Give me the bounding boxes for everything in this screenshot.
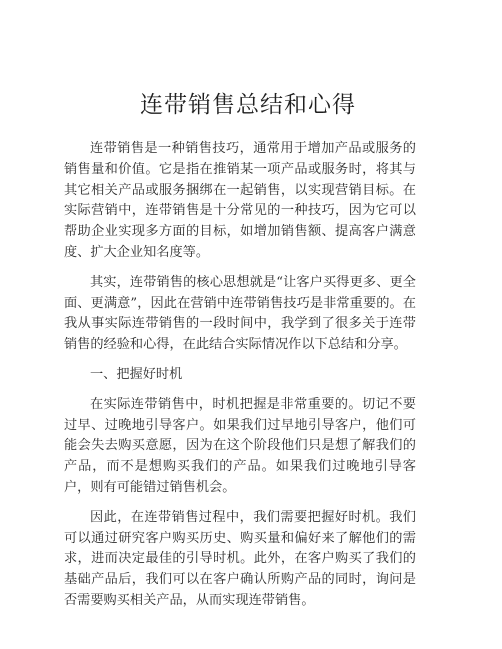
document-title: 连带销售总结和心得 <box>140 92 356 118</box>
section-paragraph-1: 在实际连带销售中，时机把握是非常重要的。切记不要过早、过晚地引导客户。如果我们过早地引导客户，他们可能会失去购买意愿，因为在这个阶段他们只是想了解我们的产品，而不是想购买我们的产品。如果我们过晚地引导客户，则有可能错过销售机会。 <box>64 396 416 495</box>
intro-paragraph-1: 连带销售是一种销售技巧，通常用于增加产品或服务的销售量和价值。它是指在推销某一项产品或服务时，将其与其它相关产品或服务捆绑在一起销售，以实现营销目标。在实际营销中，连带销售是十分常见的一种技巧，因为它可以帮助企业实现多方面的目标，如增加销售额、提高客户满意度、扩大企业知名度等。 <box>64 141 416 260</box>
section-heading: 一、把握好时机 <box>90 366 183 382</box>
intro-paragraph-2: 其实，连带销售的核心思想就是“让客户买得更多、更全面、更满意”，因此在营销中连带销售技巧是非常重要的。在我从事实际连带销售的一段时间中，我学到了很多关于连带销售的经验和心得，在此结合实际情况作以下总结和分享。 <box>64 274 416 353</box>
section-paragraph-2: 因此，在连带销售过程中，我们需要把握好时机。我们可以通过研究客户购买历史、购买量和偏好来了解他们的需求，进而决定最佳的引导时机。此外，在客户购买了我们的基础产品后，我们可以在客户确认所购产品的同时，询问是否需要购买相关产品，从而实现连带销售。 <box>64 509 416 608</box>
